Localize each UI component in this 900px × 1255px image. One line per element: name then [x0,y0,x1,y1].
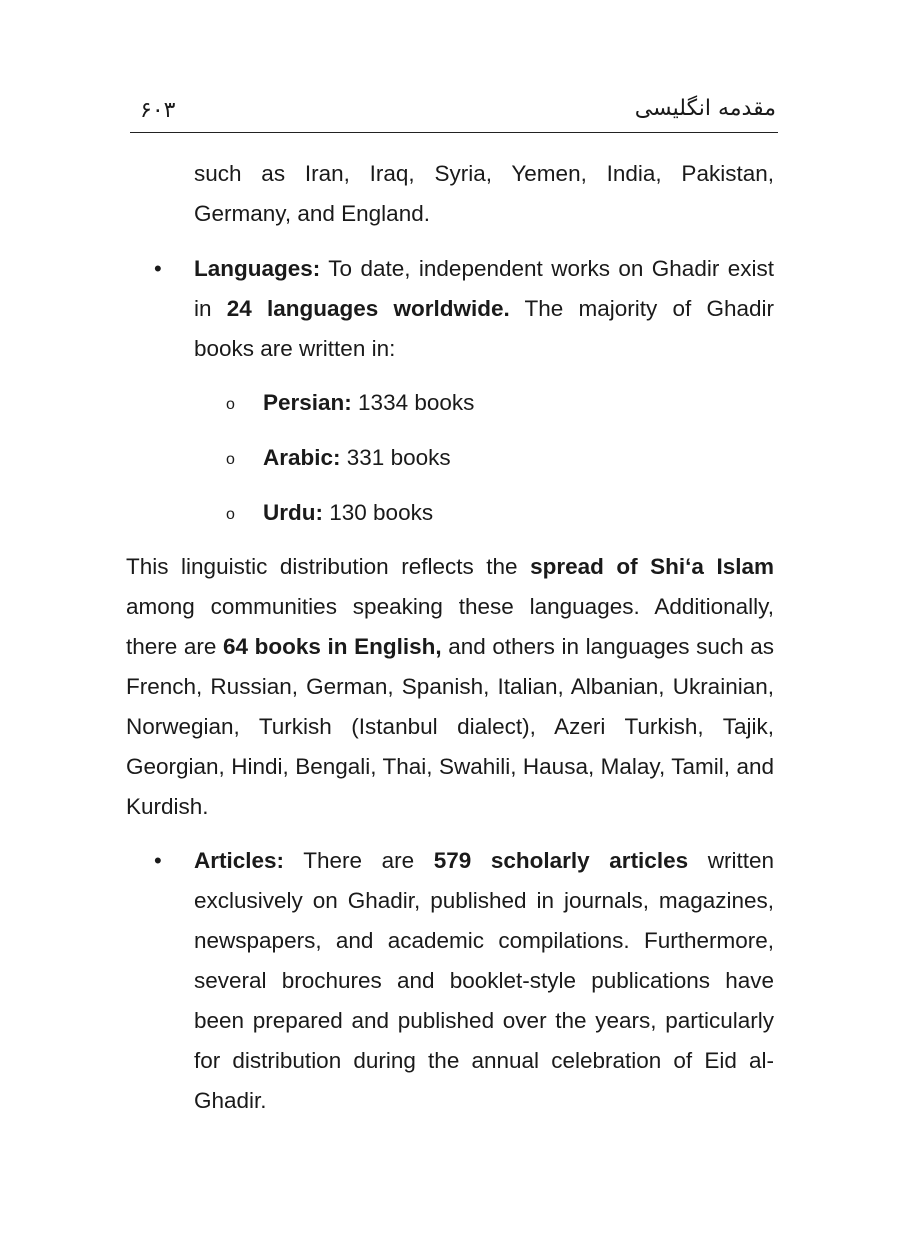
languages-text-1: To date, independent works on Ghadir exist in [194,256,774,321]
list-item-value: 331 books [340,445,451,470]
running-title: مقدمه انگلیسی [634,96,776,121]
page-header [130,92,778,133]
distribution-text-2: among communities speaking these languages. Additionally, there are [126,594,774,659]
articles-label: Articles: [194,848,285,873]
list-item-value: 130 books [323,500,434,525]
list-item-label: Urdu: [263,500,323,525]
list-item-urdu [126,493,774,533]
articles-text-2: written exclusively on Ghadir, published in journals, magazines, newspapers, and academic compilations. Furthermore, several brochures and booklet-style publications have been prepared and published over the years, particularly for distribution during the annual celebration of Eid al-Ghadir. [194,848,774,1113]
distribution-paragraph [126,547,774,827]
page-number: ۶۰۳ [140,98,176,123]
circle-bullet-icon: o [226,396,235,413]
languages-text-2: The majority of Ghadir books are written in: [194,296,775,361]
languages-count: 24 languages worldwide. [226,296,510,321]
language-count-list [126,383,774,533]
languages-label: Languages: [194,256,321,281]
distribution-bold-2: 64 books in English, [223,634,442,659]
distribution-text-3: and others in languages such as French, Russian, German, Spanish, Italian, Albanian, Ukrainian, Norwegian, Turkish (Istanbul dialect), Azeri Turkish, Tajik, Georgian, Hindi, Bengali, Thai, Swahili, Hausa, Malay, Tamil, and Kurdish. [126,634,774,819]
articles-count: 579 scholarly articles [433,848,689,873]
articles-bullet-item [126,841,774,1121]
list-item-persian [126,383,774,423]
languages-bullet-item [126,249,774,369]
list-item-label: Persian: [263,390,352,415]
main-text [126,154,774,1121]
circle-bullet-icon: o [226,506,235,523]
intro-continuation: such as Iran, Iraq, Syria, Yemen, India, Pakistan, Germany, and England. [194,161,774,226]
list-item-arabic [126,438,774,478]
articles-text-1: There are [284,848,434,873]
list-item-value: 1334 books [351,390,475,415]
bullet-icon: • [154,848,162,873]
bullet-icon: • [154,256,162,281]
list-item-label: Arabic: [263,445,341,470]
distribution-text-1: This linguistic distribution reflects the [126,554,531,579]
distribution-bold-1: spread of Shi‘a Islam [530,554,775,579]
circle-bullet-icon: o [226,451,235,468]
